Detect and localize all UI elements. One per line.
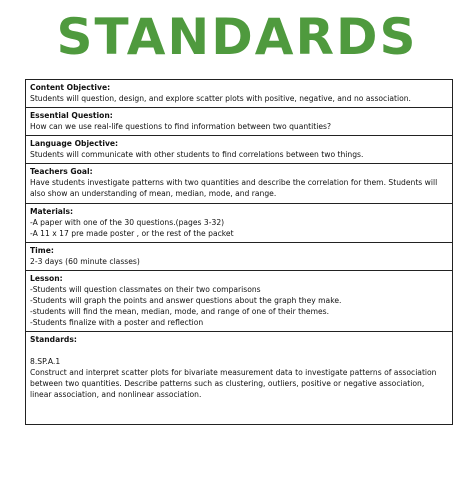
row-essential-question: [26, 108, 452, 136]
row-materials: [26, 204, 452, 243]
materials-item: -A paper with one of the 30 questions.(pages 3-32): [30, 218, 225, 227]
lesson-item: -Students will graph the points and answer questions about the graph they make.: [30, 296, 342, 305]
standards-code: 8.SP.A.1: [30, 357, 61, 366]
essential-question-label: Essential Question:: [30, 111, 113, 120]
teachers-goal-label: Teachers Goal:: [30, 167, 93, 176]
language-objective-text: Students will communicate with other students to find correlations between two things.: [30, 150, 364, 159]
teachers-goal-text: Have students investigate patterns with two quantities and describe the correlation for them. Students will also show an understanding of mean, median, mode, and range.: [30, 178, 438, 198]
time-text: 2-3 days (60 minute classes): [30, 257, 140, 266]
materials-item: -A 11 x 17 pre made poster , or the rest of the packet: [30, 229, 234, 238]
standards-text: Construct and interpret scatter plots for bivariate measurement data to investigate patterns of association between two quantities. Describe patterns such as clustering, outliers, positive or negative association, linear association, and nonlinear association.: [30, 368, 437, 399]
row-content-objective: [26, 80, 452, 108]
time-label: Time:: [30, 246, 54, 255]
row-standards: [26, 332, 452, 424]
language-objective-label: Language Objective:: [30, 139, 119, 148]
standards-table: [25, 79, 453, 425]
content-objective-text: Students will question, design, and explore scatter plots with positive, negative, and no association.: [30, 94, 411, 103]
content-objective-label: Content Objective:: [30, 83, 111, 92]
materials-label: Materials:: [30, 207, 74, 216]
lesson-item: -Students will question classmates on their two comparisons: [30, 285, 261, 294]
row-language-objective: [26, 136, 452, 164]
lesson-label: Lesson:: [30, 274, 63, 283]
standards-label: Standards:: [30, 335, 77, 344]
lesson-item: -Students finalize with a poster and reflection: [30, 318, 204, 327]
row-time: [26, 243, 452, 271]
row-lesson: [26, 271, 452, 332]
essential-question-text: How can we use real-life questions to find information between two quantities?: [30, 122, 332, 131]
page-title: STANDARDS: [56, 8, 418, 66]
lesson-item: -students will find the mean, median, mode, and range of one of their themes.: [30, 307, 330, 316]
row-teachers-goal: [26, 164, 452, 204]
